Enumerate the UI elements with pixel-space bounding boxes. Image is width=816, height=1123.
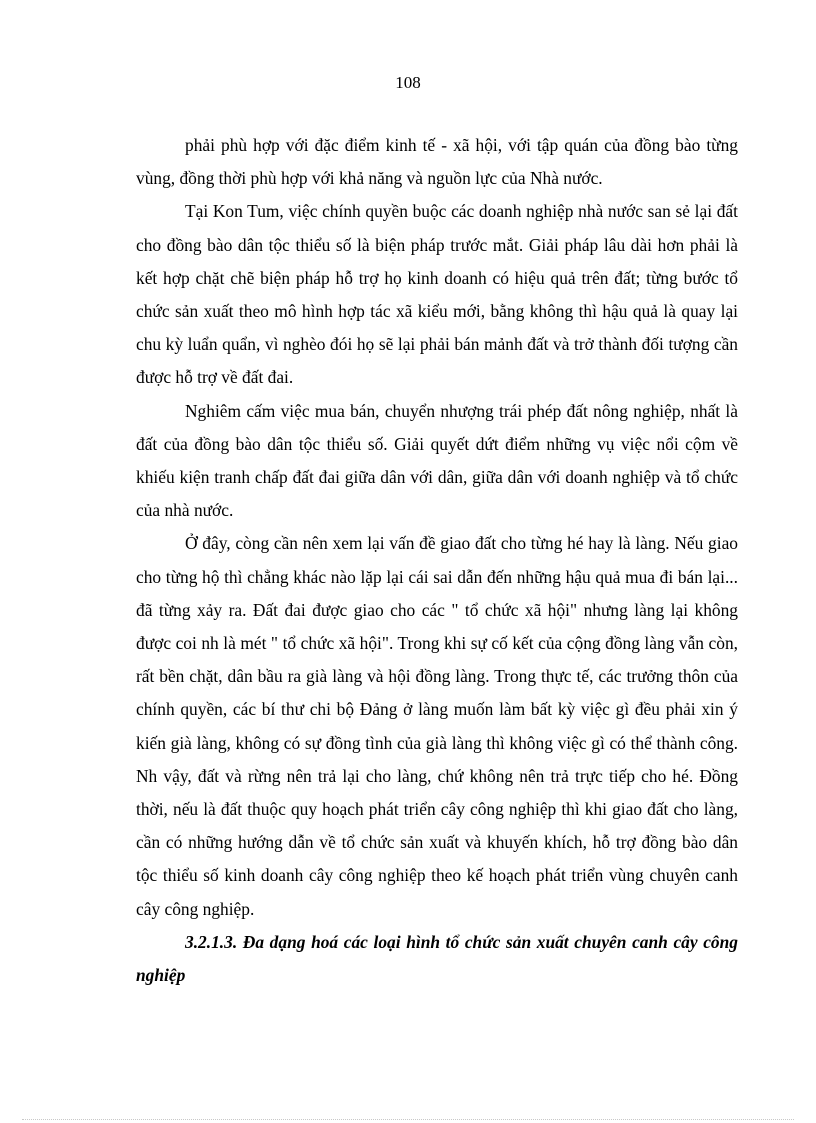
footer-divider [22,1119,794,1120]
paragraph-4: Ở đây, còng cần nên xem lại vấn đề giao đất cho từng hé hay là làng. Nếu giao cho từng hộ thì chẳng khác nào lặp lại cái sai dẫn đến những hậu quả mua đi bán lại... đã từng xảy ra. Đất đai được giao cho các " tổ chức xã hội" nhưng làng lại không được coi nh là mét " tổ chức xã hội". Trong khi sự cố kết của cộng đồng làng vẫn còn, rất bền chặt, dân bầu ra già làng và hội đồng làng. Trong thực tế, các trưởng thôn của chính quyền, các bí thư chi bộ Đảng ở làng muốn làm bất kỳ việc gì đều phải xin ý kiến già làng, không có sự đồng tình của già làng thì không việc gì có thể thành công. Nh vậy, đất và rừng nên trả lại cho làng, chứ không nên trả trực tiếp cho hé. Đồng thời, nếu là đất thuộc quy hoạch phát triển cây công nghiệp thì khi giao đất cho làng, cần có những hướng dẫn về tổ chức sản xuất và khuyến khích, hỗ trợ đồng bào dân tộc thiểu số kinh doanh cây công nghiệp theo kế hoạch phát triển vùng chuyên canh cây công nghiệp. [136,533,738,919]
page-number: 108 [395,73,421,92]
section-heading: 3.2.1.3. Đa dạng hoá các loại hình tổ chức sản xuất chuyên canh cây công nghiệp [136,931,738,986]
paragraph-3: Nghiêm cấm việc mua bán, chuyển nhượng trái phép đất nông nghiệp, nhất là đất của đồng bào dân tộc thiểu số. Giải quyết dứt điểm những vụ việc nổi cộm về khiếu kiện tranh chấp đất đai giữa dân với dân, giữa dân với doanh nghiệp và tổ chức của nhà nước. [136,400,738,521]
page-body [136,129,738,992]
paragraph-2: Tại Kon Tum, việc chính quyền buộc các doanh nghiệp nhà nước san sẻ lại đất cho đồng bào dân tộc thiểu số là biện pháp trước mắt. Giải pháp lâu dài hơn phải là kết hợp chặt chẽ biện pháp hỗ trợ họ kinh doanh có hiệu quả trên đất; từng bước tổ chức sản xuất theo mô hình hợp tác xã kiểu mới, bằng không thì hậu quả là quay lại chu kỳ luẩn quẩn, vì nghèo đói họ sẽ lại phải bán mảnh đất và trở thành đối tượng cần được hỗ trợ về đất đai. [136,201,738,388]
paragraph-1: phải phù hợp với đặc điểm kinh tế - xã hội, với tập quán của đồng bào từng vùng, đồng thời phù hợp với khả năng và nguồn lực của Nhà nước. [136,135,738,189]
